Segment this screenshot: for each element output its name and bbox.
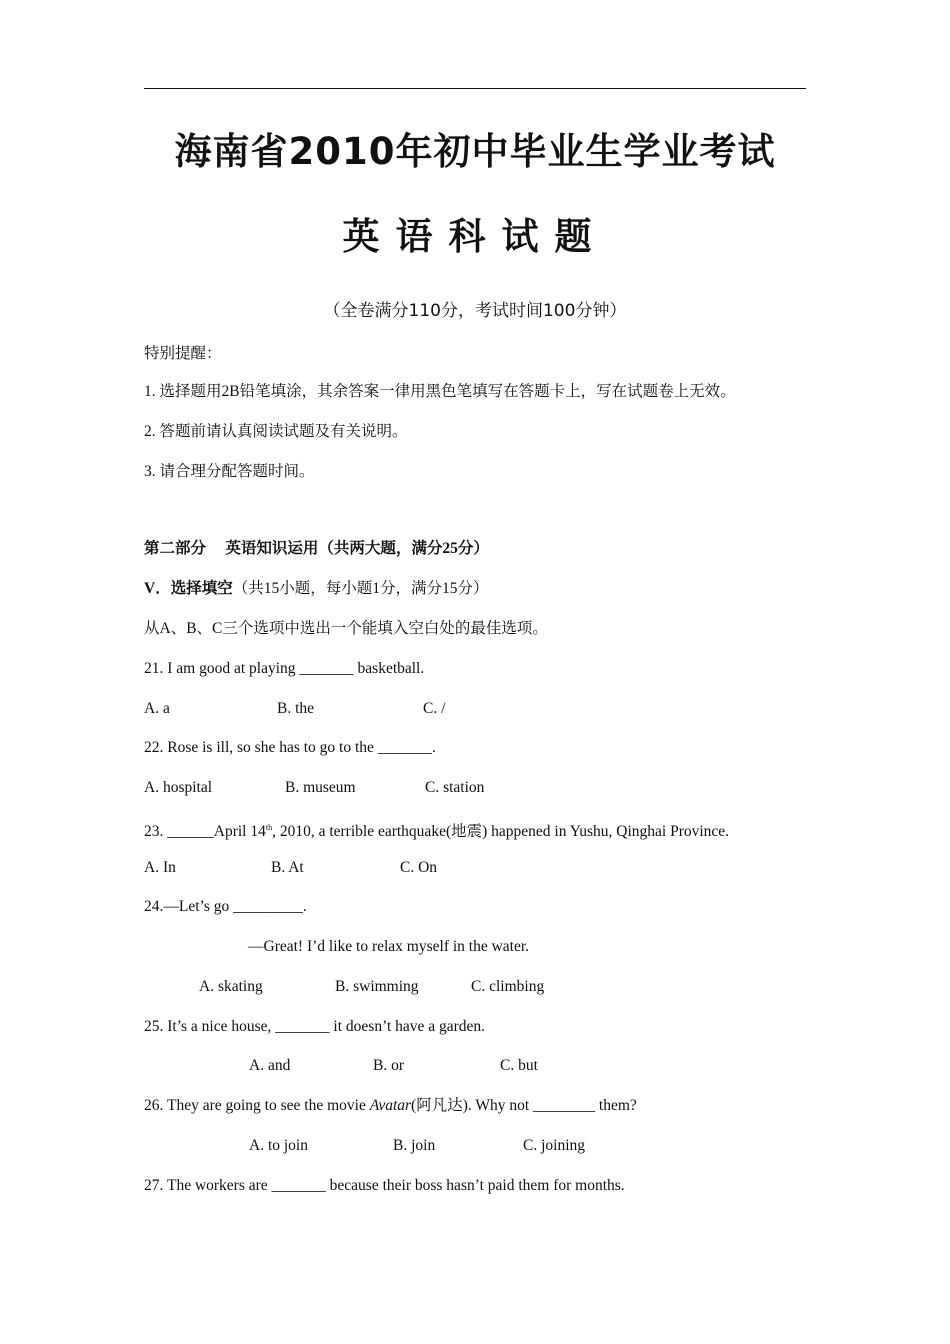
q24-option-b: B. swimming: [335, 978, 419, 995]
section-instruction: 从A、B、C三个选项中选出一个能填入空白处的最佳选项。: [144, 620, 548, 637]
q22-option-c: C. station: [425, 779, 485, 796]
q23-option-b: B. At: [271, 859, 304, 876]
question-26-stem: [144, 1095, 637, 1117]
notice-item-1: 1. 选择题用2B铅笔填涂，其余答案一律用黑色笔填写在答题卡上，写在试题卷上无效。: [144, 383, 736, 400]
q25-option-b: B. or: [373, 1057, 404, 1074]
notice-item-3: 3. 请合理分配答题时间。: [144, 463, 315, 480]
section-v-scoring: （共15小题，每小题1分，满分15分）: [232, 580, 489, 597]
question-24-stem: 24.—Let’s go _________.: [144, 898, 307, 915]
q21-option-c: C. /: [423, 700, 446, 717]
q21-option-a: A. a: [144, 700, 170, 717]
q22-option-b: B. museum: [285, 779, 356, 796]
notice-item-2: 2. 答题前请认真阅读试题及有关说明。: [144, 423, 408, 440]
q26-movie-title: Avatar: [369, 1097, 412, 1114]
exam-info: （全卷满分110分，考试时间100分钟）: [323, 301, 627, 321]
q23-stem-part1: 23. ______April 14: [144, 823, 266, 840]
question-25-stem: 25. It’s a nice house, _______ it doesn’t have a garden.: [144, 1018, 486, 1035]
q26-option-a: A. to join: [249, 1137, 308, 1154]
question-27-stem: 27. The workers are _______ because their boss hasn’t paid them for months.: [144, 1177, 625, 1194]
question-23-stem: [144, 817, 729, 843]
question-22-stem: 22. Rose is ill, so she has to go to the _______.: [144, 739, 436, 756]
subject-title: 英语科试题: [342, 215, 608, 258]
q25-option-a: A. and: [249, 1057, 291, 1074]
q26-option-c: C. joining: [523, 1137, 586, 1154]
question-21-stem: 21. I am good at playing _______ basketball.: [144, 660, 425, 677]
exam-title: 海南省2010年初中毕业生学业考试: [174, 130, 776, 173]
q23-stem-part2: , 2010, a terrible earthquake(地震) happened in Yushu, Qinghai Province.: [272, 823, 730, 840]
q23-option-a: A. In: [144, 859, 176, 876]
q24-reply: —Great! I’d like to relax myself in the water.: [248, 938, 530, 955]
section-v-heading: [144, 578, 488, 600]
q26-stem-part2: (阿凡达). Why not ________ them?: [411, 1097, 637, 1114]
q23-option-c: C. On: [400, 859, 438, 876]
q22-option-a: A. hospital: [144, 779, 213, 796]
part-heading: 第二部分 英语知识运用（共两大题，满分25分）: [144, 540, 489, 557]
q26-stem-part1: 26. They are going to see the movie: [144, 1097, 370, 1114]
top-rule: [144, 88, 806, 89]
q24-option-a: A. skating: [199, 978, 263, 995]
section-v-title: V．选择填空: [144, 580, 233, 597]
q26-option-b: B. join: [393, 1137, 436, 1154]
notice-heading: 特别提醒：: [144, 345, 222, 362]
q25-option-c: C. but: [500, 1057, 538, 1074]
q24-option-c: C. climbing: [471, 978, 545, 995]
q23-superscript: th: [265, 823, 273, 832]
q21-option-b: B. the: [277, 700, 315, 717]
